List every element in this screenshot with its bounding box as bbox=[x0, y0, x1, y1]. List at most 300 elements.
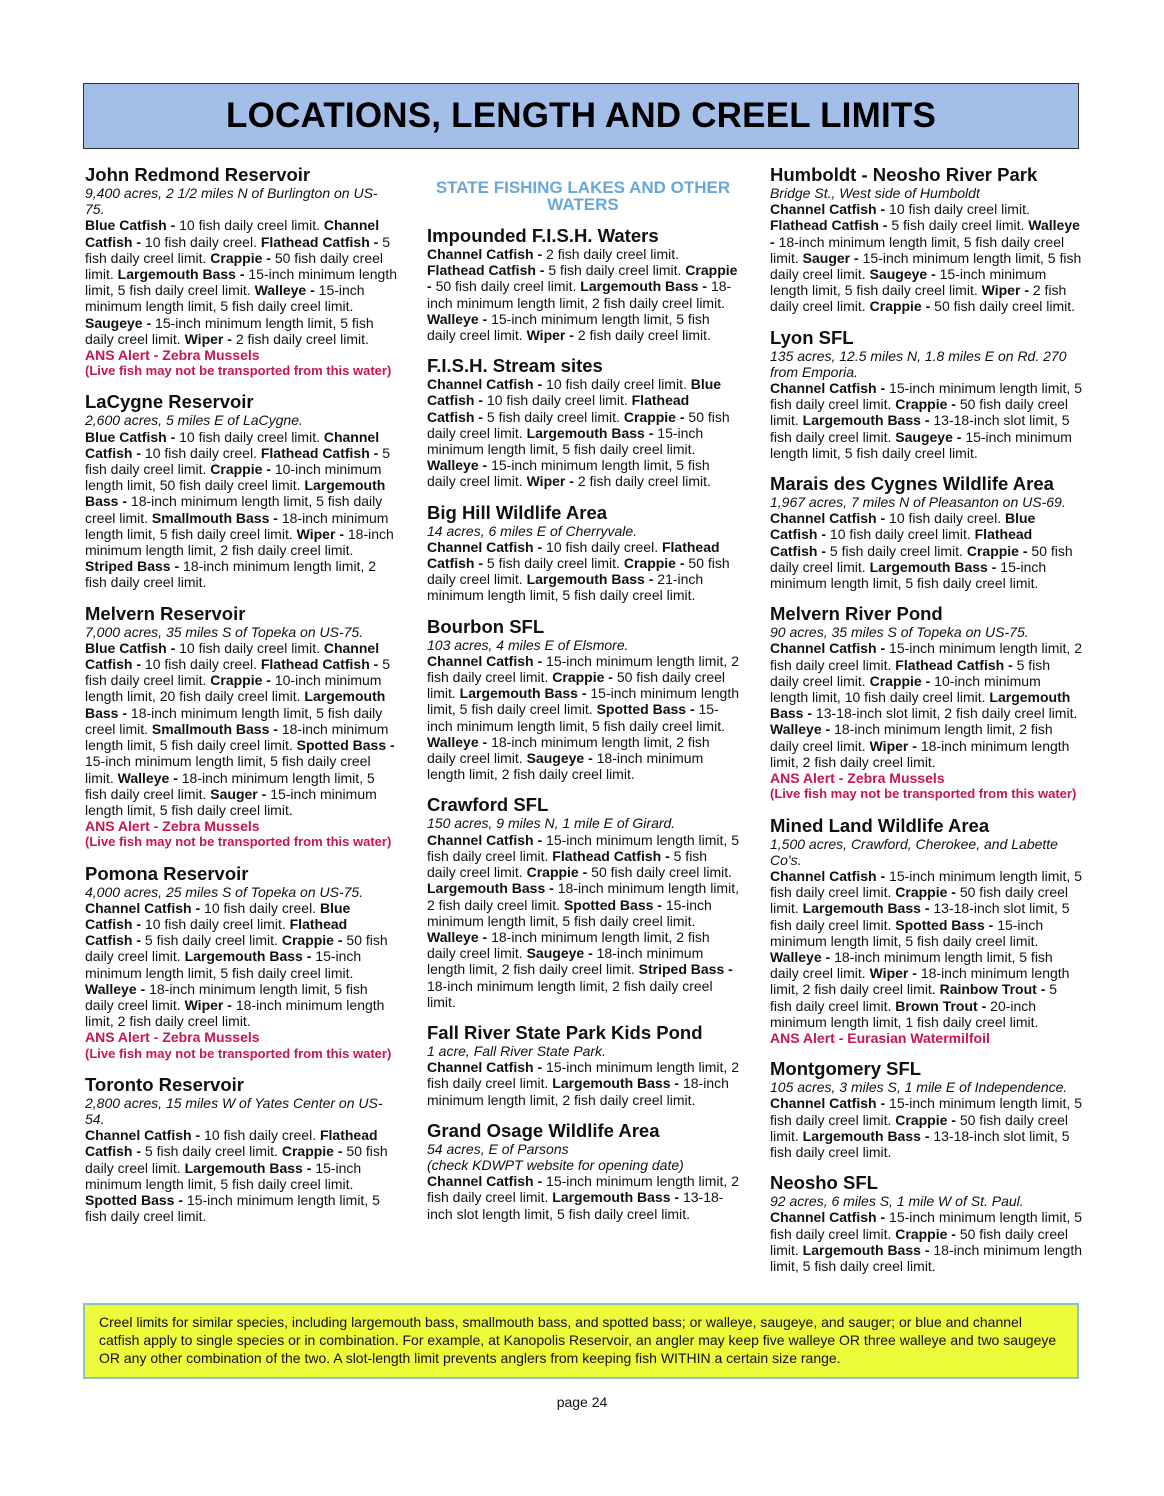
limit-rule: 13-18-inch slot limit, 5 fish daily creel limit. bbox=[770, 1127, 1070, 1160]
water-entry bbox=[770, 164, 1082, 315]
separator: - bbox=[173, 769, 178, 786]
limit-rule: 18-inch minimum length limit, 2 fish daily creel limit. bbox=[85, 558, 377, 591]
water-name: Crawford SFL bbox=[427, 794, 549, 816]
limits-text bbox=[427, 539, 739, 604]
separator: - bbox=[339, 525, 344, 542]
water-entry bbox=[770, 473, 1082, 591]
separator: - bbox=[924, 412, 930, 429]
species-name: Flathead Catfish bbox=[770, 217, 879, 234]
limits-text bbox=[770, 510, 1082, 591]
limit-rule: 15-inch minimum length limit, 5 fish daily creel limit. bbox=[85, 753, 371, 786]
water-location: 2,800 acres, 15 miles W of Yates Center on US-54. bbox=[85, 1094, 383, 1127]
separator: - bbox=[537, 1059, 543, 1076]
species-name: Blue Catfish bbox=[85, 899, 351, 932]
species-name: Largemouth Bass bbox=[802, 1127, 921, 1144]
limit-rule: 18-inch minimum length limit, 2 fish daily creel limit. bbox=[770, 965, 1070, 998]
species-name: Flathead Catfish bbox=[85, 1127, 378, 1160]
separator: - bbox=[689, 701, 695, 718]
limit-rule: 13-18-inch slot limit, 2 fish daily creel limit. bbox=[815, 705, 1078, 722]
separator: - bbox=[337, 932, 343, 949]
water-location: 9,400 acres, 2 1/2 miles N of Burlington on US-75. bbox=[85, 185, 378, 218]
limit-rule: 50 fish daily creel limit. bbox=[770, 542, 1073, 575]
separator: - bbox=[880, 510, 886, 527]
water-location: 103 acres, 4 miles E of Elsmore. bbox=[427, 636, 629, 653]
separator: - bbox=[880, 640, 886, 657]
column-middle-entries bbox=[427, 225, 739, 1222]
water-entry bbox=[85, 1074, 397, 1225]
limits-text bbox=[770, 1095, 1082, 1160]
species-name: Striped Bass bbox=[85, 558, 171, 575]
water-entry bbox=[427, 1022, 739, 1108]
separator: - bbox=[140, 980, 146, 997]
ans-alert: ANS Alert - Zebra Mussels bbox=[85, 818, 260, 835]
separator: - bbox=[988, 916, 994, 933]
limit-rule: 15-inch minimum length limit, 5 fish daily creel limit. bbox=[770, 558, 1047, 592]
limit-rule: 15-inch minimum length limit, 5 fish daily creel limit. bbox=[770, 1095, 1082, 1128]
limit-rule: 2 fish daily creel limit. bbox=[546, 246, 680, 262]
separator: - bbox=[880, 1209, 886, 1226]
limit-rule: 18-inch minimum length limit, 2 fish daily creel limit. bbox=[427, 880, 739, 913]
column-middle bbox=[427, 164, 739, 1234]
limit-rule: 50 fish daily creel limit. bbox=[427, 408, 730, 441]
water-location: 135 acres, 12.5 miles N, 1.8 miles E on Rd. 270 from Emporia. bbox=[770, 347, 1067, 380]
limits-text bbox=[85, 429, 397, 591]
separator: - bbox=[146, 314, 152, 331]
limit-rule: 13-18-inch slot limit, 5 fish daily creel limit. bbox=[770, 900, 1070, 933]
separator: - bbox=[266, 249, 271, 266]
species-name: Largemouth Bass bbox=[802, 1241, 921, 1258]
limit-rule: 18-inch minimum length limit, 2 fish daily creel limit. bbox=[427, 945, 704, 978]
limits-text bbox=[427, 832, 739, 1010]
separator: - bbox=[136, 233, 142, 250]
limit-rule: 5 fish daily creel limit. bbox=[85, 656, 391, 689]
separator: - bbox=[136, 932, 142, 949]
limit-rule: 10 fish daily creel limit. bbox=[889, 201, 1030, 218]
species-name: Largemouth Bass bbox=[117, 266, 236, 283]
species-name: Crappie bbox=[895, 396, 948, 413]
limit-rule: 5 fish daily creel limit. bbox=[144, 1143, 278, 1160]
limit-rule: 2 fish daily creel limit. bbox=[577, 327, 711, 344]
species-name: Walleye bbox=[1028, 217, 1080, 234]
limit-rule: 15-inch minimum length limit, 5 fish daily creel limit. bbox=[770, 249, 1082, 283]
limit-rule: 13-18-inch slot limit, 5 fish daily creel limit. bbox=[770, 412, 1070, 445]
limits-text bbox=[427, 1059, 739, 1108]
species-name: Walleye bbox=[770, 721, 822, 738]
limit-rule: 18-inch minimum length limit, 2 fish daily creel limit. bbox=[770, 721, 1053, 754]
separator: - bbox=[951, 1111, 956, 1128]
limit-rule: 18-inch minimum length limit, 2 fish daily creel limit. bbox=[85, 996, 385, 1030]
species-name: Spotted Bass bbox=[85, 1191, 175, 1208]
limits-text bbox=[770, 201, 1082, 314]
species-name: Largemouth Bass bbox=[770, 689, 1071, 722]
water-name: Mined Land Wildlife Area bbox=[770, 814, 990, 836]
separator: - bbox=[679, 408, 685, 425]
separator: - bbox=[880, 867, 886, 884]
species-name: Walleye bbox=[427, 733, 479, 750]
separator: - bbox=[569, 327, 574, 344]
transport-warning: (Live fish may not be transported from this water) bbox=[770, 786, 1077, 802]
limit-rule: 15-inch minimum length limit, 5 fish daily creel limit. bbox=[427, 457, 710, 490]
water-entry bbox=[427, 355, 739, 489]
water-location: 14 acres, 6 miles E of Cherryvale. bbox=[427, 522, 638, 539]
limit-rule: 10-inch minimum length limit, 50 fish daily creel limit. bbox=[85, 461, 382, 494]
species-name: Flathead Catfish bbox=[260, 444, 370, 461]
species-name: Channel Catfish bbox=[427, 538, 534, 555]
water-entry bbox=[770, 327, 1082, 461]
species-name: Channel Catfish bbox=[85, 217, 380, 250]
species-name: Flathead Catfish bbox=[260, 233, 370, 250]
limit-rule: 15-inch minimum length limit, 2 fish daily creel limit. bbox=[427, 1059, 739, 1092]
separator: - bbox=[674, 1075, 680, 1092]
water-entry bbox=[427, 225, 739, 343]
limits-text bbox=[85, 900, 397, 1030]
species-name: Largemouth Bass bbox=[427, 880, 546, 897]
water-name: Humboldt - Neosho River Park bbox=[770, 164, 1038, 185]
separator: - bbox=[266, 672, 271, 689]
limit-rule: 2 fish daily creel limit. bbox=[577, 473, 711, 490]
species-name: Flathead Catfish bbox=[770, 526, 1033, 559]
separator: - bbox=[951, 1225, 956, 1242]
species-name: Saugeye bbox=[526, 750, 585, 767]
separator: - bbox=[482, 928, 488, 945]
separator: - bbox=[925, 298, 931, 315]
species-name: Brown Trout bbox=[895, 997, 978, 1014]
species-name: Wiper bbox=[869, 965, 909, 982]
species-name: Flathead Catfish bbox=[895, 656, 1005, 673]
separator: - bbox=[122, 704, 128, 721]
limit-rule: 18-inch minimum length limit, 5 fish daily creel limit. bbox=[85, 704, 383, 737]
separator: - bbox=[195, 1127, 201, 1144]
water-name: Melvern Reservoir bbox=[85, 602, 246, 624]
limit-rule: 18-inch minimum length limit, 2 fish daily creel limit. bbox=[427, 977, 713, 1010]
water-name: Fall River State Park Kids Pond bbox=[427, 1021, 703, 1043]
separator: - bbox=[306, 948, 312, 965]
species-name: Largemouth Bass bbox=[459, 685, 578, 702]
separator: - bbox=[261, 785, 267, 802]
species-name: Crappie bbox=[895, 884, 948, 901]
species-name: Channel Catfish bbox=[427, 831, 534, 848]
separator: - bbox=[170, 639, 176, 656]
separator: - bbox=[912, 965, 917, 982]
limit-rule: 18-inch minimum length limit, 5 fish daily creel limit. bbox=[85, 493, 383, 526]
water-name: Impounded F.I.S.H. Waters bbox=[427, 225, 659, 246]
species-name: Walleye bbox=[427, 457, 479, 474]
species-name: Walleye bbox=[427, 928, 479, 945]
separator: - bbox=[178, 1191, 184, 1208]
separator: - bbox=[821, 526, 827, 543]
limit-rule: 5 fish daily creel limit. bbox=[891, 217, 1025, 234]
water-name: LaCygne Reservoir bbox=[85, 391, 254, 413]
species-name: Crappie bbox=[552, 669, 605, 686]
limit-rule: 50 fish daily creel limit. bbox=[427, 555, 730, 588]
species-name: Spotted Bass bbox=[895, 916, 985, 933]
limits-text bbox=[427, 653, 739, 783]
limit-rule: 10 fish daily creel limit. bbox=[486, 392, 628, 409]
species-name: Sauger bbox=[210, 785, 258, 802]
species-name: Blue Catfish bbox=[85, 639, 167, 656]
separator: - bbox=[478, 408, 484, 425]
limit-rule: 15-inch minimum length limit, 5 fish daily creel limit. bbox=[427, 685, 739, 718]
species-name: Blue Catfish bbox=[85, 428, 167, 445]
species-name: Walleye bbox=[427, 310, 479, 327]
water-entry bbox=[427, 794, 739, 1009]
separator: - bbox=[1040, 981, 1046, 998]
limit-rule: 50 fish daily creel limit. bbox=[770, 1111, 1069, 1144]
species-name: Walleye bbox=[117, 769, 170, 786]
separator: - bbox=[821, 542, 827, 559]
species-name: Channel Catfish bbox=[427, 1173, 534, 1190]
limit-rule: 15-inch minimum length limit, 2 fish daily creel limit. bbox=[770, 640, 1082, 673]
water-location: 1,500 acres, Crawford, Cherokee, and Labette Co's. bbox=[770, 835, 1058, 868]
water-entry bbox=[770, 603, 1082, 802]
species-name: Wiper bbox=[526, 327, 566, 344]
separator: - bbox=[174, 558, 180, 575]
species-name: Wiper bbox=[184, 330, 224, 347]
limit-rule: 15-inch minimum length limit, 5 fish daily creel limit. bbox=[770, 380, 1082, 413]
species-name: Crappie bbox=[210, 249, 263, 266]
limit-rule: 10 fish daily creel. bbox=[204, 1127, 317, 1144]
limit-rule: 5 fish daily creel limit. bbox=[829, 542, 963, 559]
separator: - bbox=[537, 831, 543, 848]
limit-rule: 18-inch minimum length limit, 5 fish daily creel limit. bbox=[770, 948, 1053, 982]
limit-rule: 10 fish daily creel limit. bbox=[179, 639, 320, 656]
species-name: Spotted Bass bbox=[596, 701, 687, 718]
species-name: Channel Catfish bbox=[770, 1209, 877, 1226]
water-name: John Redmond Reservoir bbox=[85, 164, 311, 185]
limit-rule: 20-inch minimum length limit, 1 fish daily creel limit. bbox=[770, 997, 1039, 1030]
separator: - bbox=[537, 538, 543, 555]
limit-rule: 18-inch minimum length limit, 2 fish daily creel limit. bbox=[770, 737, 1070, 770]
limit-rule: 50 fish daily creel limit. bbox=[770, 884, 1069, 917]
ans-alert: ANS Alert - Zebra Mussels bbox=[770, 770, 945, 787]
limits-text bbox=[770, 640, 1082, 770]
water-entry bbox=[427, 1120, 739, 1222]
water-location: 92 acres, 6 miles S, 1 mile W of St. Paul. bbox=[770, 1193, 1024, 1210]
separator: - bbox=[122, 493, 128, 510]
separator: - bbox=[306, 1159, 312, 1176]
limits-text bbox=[85, 1127, 397, 1224]
water-entry bbox=[427, 502, 739, 604]
species-name: Saugeye bbox=[869, 266, 928, 283]
limit-rule: 18-inch minimum length limit, 2 fish daily creel limit. bbox=[427, 928, 710, 962]
limit-rule: 50 fish daily creel limit. bbox=[85, 1143, 388, 1176]
limit-rule: 10 fish daily creel. bbox=[546, 538, 659, 555]
limit-rule: 10 fish daily creel limit. bbox=[546, 376, 687, 393]
species-name: Rainbow Trout bbox=[939, 981, 1037, 998]
page-title: LOCATIONS, LENGTH AND CREEL LIMITS bbox=[225, 96, 937, 135]
separator: - bbox=[1024, 282, 1029, 299]
separator: - bbox=[537, 246, 543, 262]
limits-text bbox=[770, 380, 1082, 461]
limit-rule: 15-inch minimum length limit, 5 fish daily creel limit. bbox=[770, 1209, 1082, 1242]
species-name: Crappie bbox=[895, 1111, 948, 1128]
limit-rule: 2 fish daily creel limit. bbox=[235, 330, 369, 347]
water-location: 7,000 acres, 35 miles S of Topeka on US-75. bbox=[85, 623, 364, 640]
water-location: 54 acres, E of Parsons bbox=[427, 1140, 569, 1157]
separator: - bbox=[478, 392, 484, 409]
species-name: Crappie bbox=[685, 262, 738, 279]
separator: - bbox=[537, 1173, 543, 1190]
water-entry bbox=[85, 863, 397, 1062]
separator: - bbox=[924, 1127, 930, 1144]
species-name: Crappie bbox=[526, 864, 579, 881]
limit-rule: 15-inch minimum length limit, 5 fish daily creel limit. bbox=[85, 948, 362, 981]
water-name: Melvern River Pond bbox=[770, 603, 943, 625]
page-number: page 24 bbox=[556, 1394, 608, 1410]
species-name: Largemouth Bass bbox=[184, 1159, 303, 1176]
separator: - bbox=[854, 249, 859, 266]
limit-rule: 18-inch minimum length limit, 5 fish daily creel limit. bbox=[85, 509, 389, 542]
transport-warning: (Live fish may not be transported from this water) bbox=[85, 834, 392, 850]
page-header-banner bbox=[83, 83, 1079, 149]
limit-rule: 10 fish daily creel. bbox=[144, 656, 257, 673]
species-name: Channel Catfish bbox=[770, 380, 877, 397]
separator: - bbox=[825, 721, 831, 738]
limit-rule: 15-inch minimum length limit, 5 fish daily creel limit. bbox=[85, 1191, 380, 1225]
species-name: Largemouth Bass bbox=[552, 1189, 671, 1206]
water-location: 4,000 acres, 25 miles S of Topeka on US-75. bbox=[85, 883, 364, 900]
water-entry bbox=[85, 164, 397, 379]
species-name: Flathead Catfish bbox=[427, 262, 536, 279]
water-entry bbox=[770, 1172, 1082, 1274]
species-name: Crappie bbox=[281, 1143, 334, 1160]
limits-text bbox=[770, 1209, 1082, 1274]
ans-alert: ANS Alert - Zebra Mussels bbox=[85, 347, 260, 364]
water-entry bbox=[85, 391, 397, 590]
water-location: Bridge St., West side of Humboldt bbox=[770, 185, 980, 201]
species-name: Flathead Catfish bbox=[552, 847, 662, 864]
separator: - bbox=[912, 737, 917, 754]
species-name: Wiper bbox=[296, 525, 336, 542]
species-name: Channel Catfish bbox=[770, 867, 877, 884]
separator: - bbox=[588, 750, 593, 767]
limit-rule: 5 fish daily creel limit. bbox=[770, 981, 1058, 1014]
water-location: 2,600 acres, 5 miles E of LaCygne. bbox=[85, 412, 303, 429]
separator: - bbox=[549, 880, 554, 897]
species-name: Channel Catfish bbox=[770, 201, 877, 218]
limit-rule: 15-inch minimum length limit, 2 fish daily creel limit. bbox=[427, 1173, 739, 1206]
limit-rule: 15-inch minimum length limit, 5 fish daily creel limit. bbox=[85, 314, 374, 347]
ans-alert: ANS Alert - Zebra Mussels bbox=[85, 1029, 260, 1046]
water-name: Lyon SFL bbox=[770, 326, 854, 348]
limit-rule: 50 fish daily creel limit. bbox=[85, 932, 388, 965]
limit-rule: 2 fish daily creel limit. bbox=[770, 282, 1067, 315]
species-name: Channel Catfish bbox=[85, 639, 380, 673]
separator: - bbox=[310, 282, 315, 299]
species-name: Largemouth Bass bbox=[526, 424, 645, 441]
limits-text bbox=[427, 246, 739, 343]
species-name: Channel Catfish bbox=[427, 652, 534, 669]
limit-rule: 10 fish daily creel. bbox=[144, 233, 257, 250]
separator: - bbox=[981, 997, 987, 1014]
species-name: Crappie bbox=[966, 542, 1019, 559]
limits-text bbox=[770, 868, 1082, 1030]
transport-warning: (Live fish may not be transported from this water) bbox=[85, 1045, 392, 1061]
limit-rule: 18-inch minimum length limit, 5 fish daily creel limit. bbox=[770, 233, 1065, 266]
separator: - bbox=[770, 233, 775, 250]
limit-rule: 18-inch minimum length limit, 2 fish daily creel limit. bbox=[427, 733, 710, 767]
species-name: Flathead Catfish bbox=[260, 656, 370, 673]
limit-rule: 15-inch minimum length limit, 2 fish daily creel limit. bbox=[427, 652, 739, 686]
water-name: Big Hill Wildlife Area bbox=[427, 501, 608, 523]
water-name: Marais des Cygnes Wildlife Area bbox=[770, 473, 1054, 495]
separator: - bbox=[648, 424, 654, 441]
limit-rule: 15-inch minimum length limit, 5 fish daily creel limit. bbox=[427, 424, 704, 458]
limit-rule: 15-inch minimum length limit, 5 fish daily creel limit. bbox=[427, 310, 710, 344]
species-name: Channel Catfish bbox=[770, 640, 877, 657]
separator: - bbox=[880, 201, 886, 218]
separator: - bbox=[807, 705, 813, 722]
species-name: Largemouth Bass bbox=[802, 412, 921, 429]
separator: - bbox=[657, 896, 662, 913]
limit-rule: 13-18-inch slot length limit, 5 fish daily creel limit. bbox=[427, 1189, 724, 1222]
separator: - bbox=[925, 672, 931, 689]
limit-rule: 5 fish daily creel limit. bbox=[427, 847, 708, 881]
separator: - bbox=[991, 558, 997, 575]
water-entry bbox=[85, 603, 397, 851]
species-name: Channel Catfish bbox=[85, 428, 380, 461]
limit-rule: 50 fish daily creel limit. bbox=[770, 396, 1069, 429]
separator: - bbox=[136, 1143, 142, 1160]
species-name: Flathead Catfish bbox=[85, 915, 348, 949]
species-name: Largemouth Bass bbox=[802, 900, 921, 917]
section-title: STATE FISHING LAKES AND OTHER WATERS bbox=[435, 178, 731, 214]
water-name: Toronto Reservoir bbox=[85, 1073, 244, 1095]
limit-rule: 50 fish daily creel limit. bbox=[435, 278, 577, 295]
separator: - bbox=[924, 900, 930, 917]
separator: - bbox=[951, 396, 956, 413]
limit-rule: 18-inch minimum length limit, 2 fish daily creel limit. bbox=[427, 1075, 729, 1108]
creel-limit-note: Creel limits for similar species, including largemouth bass, smallmouth bass, and spotted bass; or walleye, saugeye, and sauger; or blue and channel catfish apply to single species or in combination. For example, at Kanopolis Reservoir, an angler may keep five walleye OR three walleye and two saugeye OR any other combination of the two. A slot-length limit prevents anglers from keeping fish WITHIN a certain size range. bbox=[83, 1303, 1079, 1379]
separator: - bbox=[956, 428, 962, 445]
species-name: Blue Catfish bbox=[85, 217, 167, 234]
limit-rule: 15-inch minimum length limit, 5 fish daily creel limit. bbox=[427, 896, 712, 929]
species-name: Saugeye bbox=[85, 314, 143, 331]
limit-rule: 15-inch minimum length limit, 5 fish daily creel limit. bbox=[85, 1159, 362, 1192]
separator: - bbox=[880, 1095, 886, 1112]
species-name: Flathead Catfish bbox=[427, 392, 690, 425]
species-name: Largemouth Bass bbox=[184, 948, 303, 965]
limits-text bbox=[85, 217, 397, 347]
species-name: Flathead Catfish bbox=[427, 538, 720, 572]
water-entry bbox=[770, 815, 1082, 1047]
separator: - bbox=[588, 945, 593, 962]
species-name: Blue Catfish bbox=[770, 510, 1036, 543]
limit-rule: 5 fish daily creel limit. bbox=[144, 932, 278, 949]
species-name: Crappie bbox=[869, 672, 922, 689]
species-name: Walleye bbox=[770, 948, 822, 965]
separator: - bbox=[390, 737, 395, 754]
separator: - bbox=[702, 278, 708, 295]
separator: - bbox=[478, 555, 484, 572]
separator: - bbox=[648, 571, 654, 588]
species-name: Smallmouth Bass bbox=[151, 720, 270, 737]
species-name: Wiper bbox=[869, 737, 909, 754]
water-name: Pomona Reservoir bbox=[85, 862, 249, 884]
separator: - bbox=[170, 428, 176, 445]
limit-rule: 10 fish daily creel limit. bbox=[144, 915, 286, 932]
limit-rule: 15-inch minimum length limit, 5 fish daily creel limit. bbox=[770, 916, 1044, 949]
separator: - bbox=[482, 457, 488, 474]
separator: - bbox=[273, 509, 278, 526]
water-location: (check KDWPT website for opening date) bbox=[427, 1156, 684, 1173]
limit-rule: 5 fish daily creel limit. bbox=[85, 233, 391, 266]
separator: - bbox=[482, 733, 488, 750]
species-name: Saugeye bbox=[526, 945, 585, 962]
species-name: Striped Bass bbox=[638, 961, 725, 978]
water-location: 150 acres, 9 miles N, 1 mile E of Girard. bbox=[427, 815, 676, 832]
limit-rule: 10 fish daily creel. bbox=[204, 899, 317, 916]
